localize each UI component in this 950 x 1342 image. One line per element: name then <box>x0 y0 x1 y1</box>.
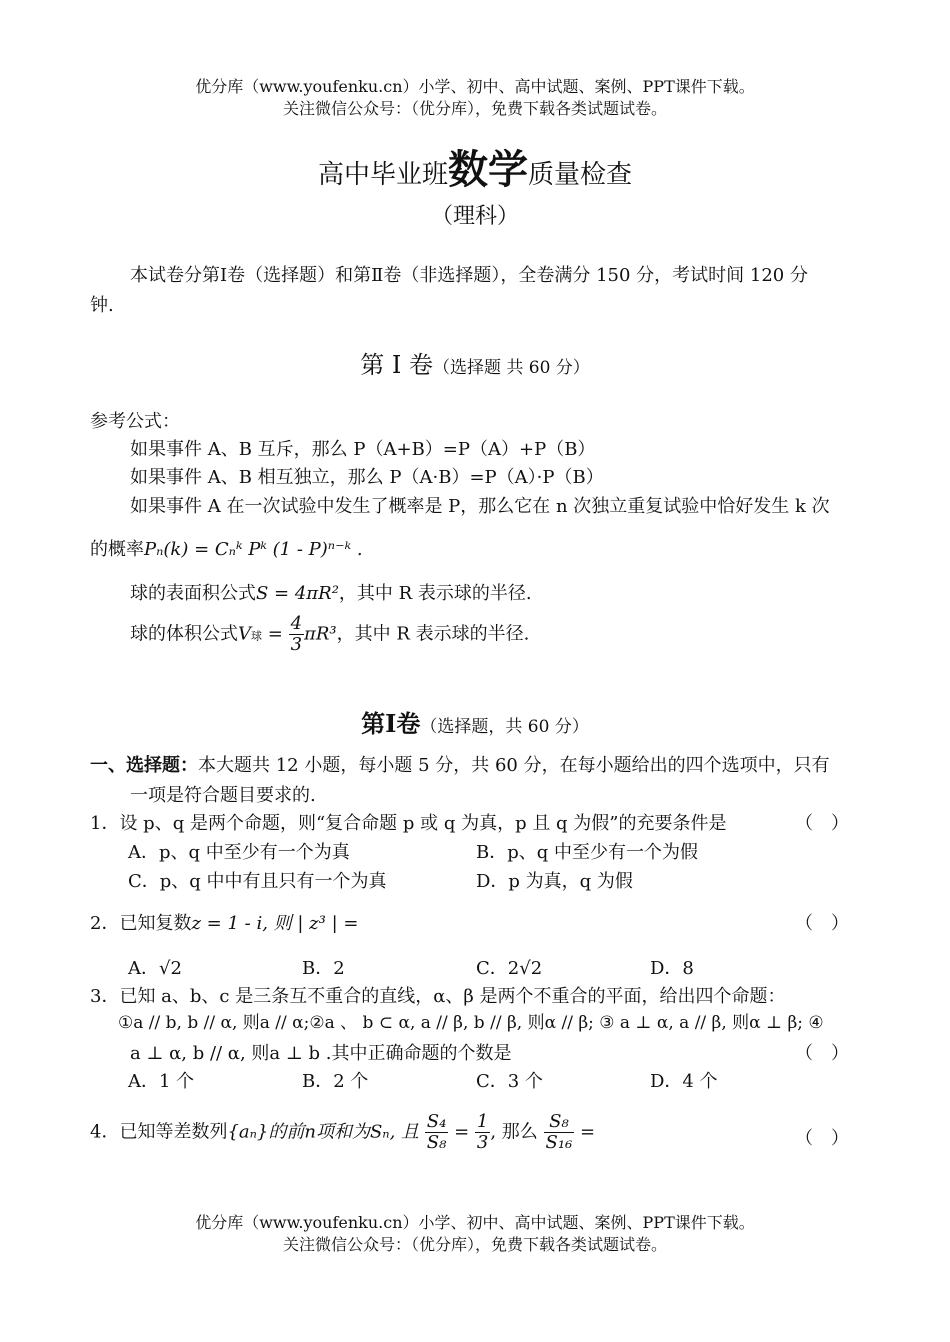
section-2-title: 第Ⅰ卷 <box>361 709 421 738</box>
section-1-note: （选择题 共 60 分） <box>432 358 590 378</box>
q4-seq: {aₙ}的前n项和为Sₙ, 且 <box>227 1121 420 1143</box>
intro-line-1: 本试卷分第Ⅰ卷（选择题）和第Ⅱ卷（非选择题），全卷满分 150 分，考试时间 120 分 <box>130 265 808 286</box>
formula-5-eq: = <box>267 623 283 645</box>
q1-option-d: D．p 为真，q 为假 <box>476 871 633 892</box>
q1-option-a: A．p、q 中至少有一个为真 <box>128 842 350 863</box>
q4-eq2: = <box>580 1121 596 1143</box>
q2-option-c: C．2√2 <box>476 958 543 979</box>
q4-stem <box>90 1112 790 1153</box>
header-line-1: 优分库（www.youfenku.cn）小学、初中、高中试题、案例、PPT课件下载。 <box>195 77 755 96</box>
q4-f2-num: 1 <box>476 1111 489 1132</box>
q4-fraction-2 <box>475 1112 490 1153</box>
q3-option-b: B．2 个 <box>302 1071 369 1092</box>
q4-f1-den: S₈ <box>426 1132 447 1153</box>
section-1-heading <box>0 347 950 383</box>
q4-f3-den: S₁₆ <box>545 1132 573 1153</box>
title-pre: 高中毕业班 <box>317 160 448 190</box>
formula-4-post: ，其中 R 表示球的半径. <box>338 583 532 604</box>
q4-fraction-3 <box>544 1112 575 1153</box>
q2-option-a: A．√2 <box>128 958 182 979</box>
section-1-title: 第 Ⅰ 卷 <box>360 351 433 379</box>
formula-4-pre: 球的表面积公式 <box>130 583 256 604</box>
q2-stem <box>90 910 860 937</box>
part1-line-1 <box>90 752 870 779</box>
formulas-label: 参考公式： <box>90 411 180 432</box>
header-line-2: 关注微信公众号：（优分库），免费下载各类试题试卷。 <box>282 99 667 118</box>
q3-answer-blank: （ ） <box>795 1043 849 1064</box>
formula-5-num: 4 <box>290 613 303 634</box>
formula-5-fraction <box>289 614 304 655</box>
intro-line-2: 钟. <box>90 295 114 316</box>
q3-option-c: C．3 个 <box>476 1071 543 1092</box>
formula-4 <box>130 580 870 607</box>
formula-5-pre: 球的体积公式 <box>130 623 238 645</box>
q1-stem: 1．设 p、q 是两个命题，则“复合命题 p 或 q 为真，p 且 q 为假”的充要条件是 <box>90 813 727 834</box>
formula-5 <box>130 614 870 655</box>
page-subtitle: （理科） <box>430 204 519 229</box>
section-2-heading <box>0 706 950 742</box>
formula-3b <box>90 536 860 563</box>
formula-5-tail: πR³ <box>304 623 337 645</box>
q4-f1-num: S₄ <box>426 1111 447 1132</box>
q1-option-b: B．p、q 中至少有一个为假 <box>476 842 698 863</box>
part1-text-1: 本大题共 12 小题，每小题 5 分，共 60 分，在每小题给出的四个选项中，只有 <box>198 755 830 776</box>
q4-eq1: = <box>454 1121 470 1143</box>
q2-stem-pre: 2．已知复数 <box>90 913 192 934</box>
title-post: 质量检查 <box>528 160 633 190</box>
title-big: 数学 <box>448 146 528 193</box>
q3-option-d: D．4 个 <box>650 1071 718 1092</box>
q1-option-c: C．p、q 中中有且只有一个为真 <box>128 871 387 892</box>
formula-3a: 如果事件 A 在一次试验中发生了概率是 P，那么它在 n 次独立重复试验中恰好发生 k 次 <box>130 496 830 517</box>
q3-propositions-cont: a ⊥ α, b // α, 则a ⊥ b .其中正确命题的个数是 <box>130 1043 512 1064</box>
q3-option-a: A．1 个 <box>128 1071 195 1092</box>
formula-1: 如果事件 A、B 互斥，那么 P（A+B）=P（A）+P（B） <box>130 439 596 460</box>
formula-3b-pre: 的概率 <box>90 539 144 560</box>
q2-option-b: B．2 <box>302 958 345 979</box>
formula-3b-math: Pₙ(k) = Cₙᵏ Pᵏ (1 - P)ⁿ⁻ᵏ . <box>144 539 363 560</box>
q2-option-d: D．8 <box>650 958 694 979</box>
q4-answer-blank: （ ） <box>795 1128 849 1149</box>
q4-pre: 4．已知等差数列 <box>90 1121 228 1143</box>
q2-stem-math: z = 1 - i, 则 | z³ | = <box>191 913 359 934</box>
formula-5-post: ，其中 R 表示球的半径. <box>336 623 530 645</box>
q4-f2-den: 3 <box>476 1132 489 1153</box>
q1-answer-blank: （ ） <box>795 813 849 834</box>
q4-mid: , 那么 <box>490 1121 538 1143</box>
formula-5-sub: 球 <box>251 629 262 643</box>
part1-line-2: 一项是符合题目要求的. <box>130 785 316 806</box>
section-2-note: （选择题，共 60 分） <box>420 717 589 737</box>
q4-f3-num: S₈ <box>544 1112 575 1133</box>
page-title <box>0 146 950 195</box>
q3-propositions: ①a // b, b // α, 则a // α;②a 、 b ⊂ α, a // β, b // β, 则α // β; ③ a ⊥ α, a // β, 则α ⊥ β; ④ <box>118 1013 824 1033</box>
q2-answer-blank: （ ） <box>795 913 849 934</box>
formula-2: 如果事件 A、B 相互独立，那么 P（A·B）=P（A）·P（B） <box>130 467 604 488</box>
formula-4-math: S = 4πR² <box>256 583 339 604</box>
footer-line-1: 优分库（www.youfenku.cn）小学、初中、高中试题、案例、PPT课件下载。 <box>195 1213 755 1232</box>
q3-stem: 3．已知 a、b、c 是三条互不重合的直线，α、β 是两个不重合的平面，给出四个命题： <box>90 986 786 1007</box>
footer-line-2: 关注微信公众号：（优分库），免费下载各类试题试卷。 <box>282 1235 667 1254</box>
formula-5-den: 3 <box>290 634 303 655</box>
part1-label: 一、选择题： <box>90 755 198 776</box>
q4-fraction-1 <box>425 1112 449 1153</box>
formula-5-V: V <box>238 623 251 645</box>
